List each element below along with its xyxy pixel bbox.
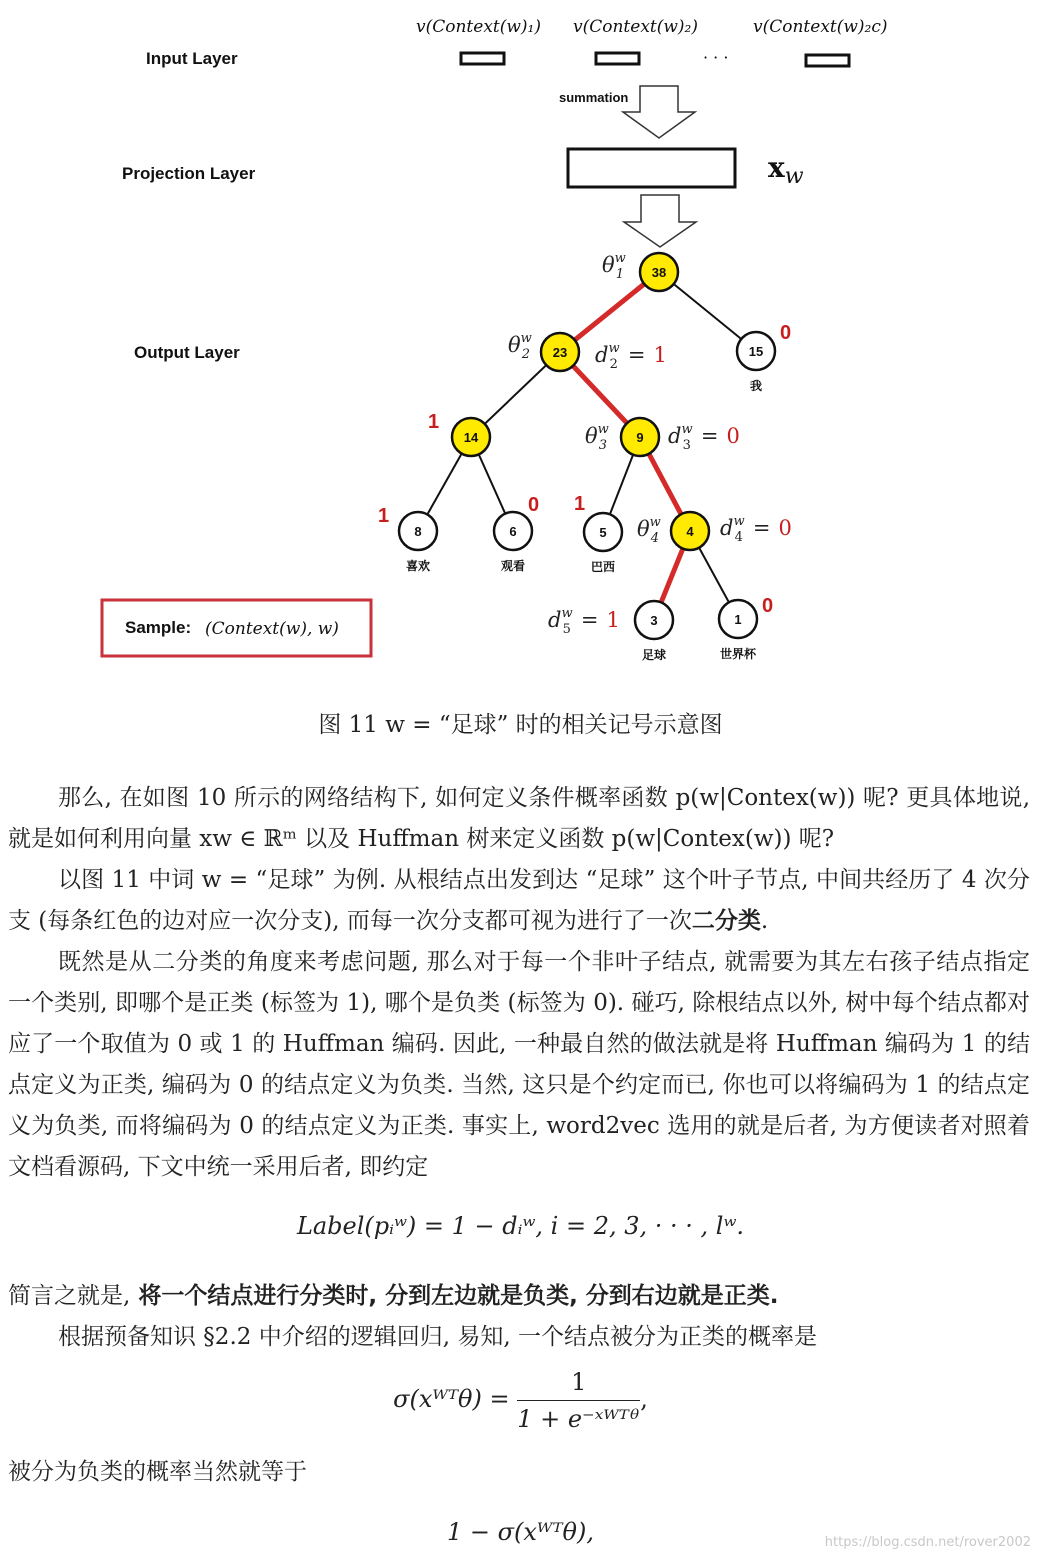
leaf-word-label: 我: [749, 379, 763, 393]
paragraph-4: [8, 1276, 1030, 1317]
paragraph-2-end: .: [760, 908, 769, 934]
summation-arrow: [623, 86, 695, 138]
ellipsis: · · ·: [703, 48, 729, 67]
tree-node-value: 23: [552, 345, 568, 360]
input-vector-box-3: [806, 55, 849, 66]
code-label-1: 0: [762, 595, 774, 617]
leaf-word-label: 观看: [500, 559, 526, 573]
equation-label: Label(pᵢʷ) = 1 − dᵢʷ, i = 2, 3, · · · , lʷ.: [296, 1212, 745, 1240]
theta-2: $\theta^w$ 2: [508, 331, 532, 362]
input-vector-box-2: [596, 53, 639, 64]
code-label-6: 0: [528, 494, 540, 516]
sample-label: Sample:: [125, 618, 192, 637]
projection-arrow: [624, 195, 696, 247]
paragraph-3: 既然是从二分类的角度来考虑问题, 那么对于每一个非叶子结点, 就需要为其左右孩子结点指定一个类别, 即哪个是正类 (标签为 1), 哪个是负类 (标签为 0). 碰巧, 除根结点以外, 树中每个结点都对应了一个取值为 0 或 1 的 Huffman 编码. 因此, 一种最自然的做法就是将 Huffman 编码为 1 的结点定义为正类, 编码为 0 的结点定义为负类. 当然, 这只是个约定而已, 你也可以将编码为 1 的结点定义为负类, 而将编码为 0 的结点定义为正类. 事实上, word2vec 选用的就是后者, 为方便读者对照着文档看源码, 下文中统一采用后者, 即约定: [8, 949, 1030, 1180]
paragraph-2-text: 以图 11 中词 w = “足球” 为例. 从根结点出发到达 “足球” 这个叶子节点, 中间共经历了 4 次分支 (每条红色的边对应一次分支), 而每一次分支都可视为进行了一次: [8, 867, 1030, 934]
tree-node-value: 6: [509, 524, 517, 539]
input-vector-box-1: [461, 53, 504, 64]
projection-box: [568, 149, 735, 187]
tree-node-value: 1: [734, 612, 742, 627]
context-label-3: v(Context(w)₂c): [753, 17, 888, 37]
code-label-15: 0: [780, 322, 792, 344]
leaf-word-label: 足球: [641, 648, 667, 662]
tree-node-value: 4: [686, 524, 694, 539]
d2-label: $d^w$ 2 = 1: [595, 341, 667, 372]
figure-caption: 图 11 w = “足球” 时的相关记号示意图: [318, 712, 723, 738]
paragraph-2: [8, 860, 1030, 942]
theta-4: $\theta^w$ 4: [637, 515, 661, 546]
tree-node-value: 14: [463, 430, 479, 445]
huffman-tree-figure: [0, 0, 1041, 690]
theta-1: $\theta^w$ 1: [602, 251, 626, 282]
sigmoid-lhs: σ(xᵂᵀθ) =: [393, 1385, 510, 1413]
tree-node-value: 5: [599, 525, 607, 540]
sigmoid-fraction: [517, 1368, 640, 1433]
input-layer-label: Input Layer: [146, 49, 238, 68]
code-label-5: 1: [574, 493, 586, 515]
paragraph-2-bold: 二分类: [691, 908, 761, 934]
tree-node-value: 38: [651, 265, 667, 280]
context-label-2: v(Context(w)₂): [573, 17, 699, 37]
d5-label: $d^w$ 5 = 1: [548, 606, 620, 637]
tree-node-value: 8: [414, 524, 422, 539]
projection-layer-label: Projection Layer: [122, 164, 256, 183]
paragraph-5: 根据预备知识 §2.2 中介绍的逻辑回归, 易知, 一个结点被分为正类的概率是: [58, 1324, 817, 1350]
theta-3: $\theta^w$ 3: [585, 422, 609, 453]
tree-node-value: 9: [636, 430, 644, 445]
sigmoid-denominator: 1 + e⁻ˣᵂᵀᶿ: [517, 1405, 641, 1433]
context-label-1: v(Context(w)₁): [416, 17, 542, 37]
watermark-url: https://blog.csdn.net/rover2002: [824, 1535, 1031, 1550]
d3-label: $d^w$ 3 = 0: [668, 422, 740, 453]
output-layer-label: Output Layer: [134, 343, 240, 362]
equation-sigmoid: [0, 1368, 1041, 1433]
code-label-8: 1: [378, 505, 390, 527]
summation-label: summation: [559, 90, 629, 105]
sigmoid-tail: ,: [640, 1385, 648, 1413]
xw-label: $x_w$: [768, 151, 804, 189]
leaf-word-label: 巴西: [590, 560, 616, 574]
sigmoid-numerator: 1: [517, 1368, 640, 1401]
sample-value: (Context(w), w): [205, 619, 339, 639]
paragraph-4-bold: 将一个结点进行分类时, 分到左边就是负类, 分到右边就是正类.: [130, 1283, 779, 1309]
paragraph-1: 那么, 在如图 10 所示的网络结构下, 如何定义条件概率函数 p(w|Contex(w)) 呢? 更具体地说, 就是如何利用向量 xw ∈ ℝᵐ 以及 Huffman 树来定义函数 p(w|Contex(w)) 呢?: [8, 785, 1030, 852]
paragraph-4-text: 简言之就是,: [8, 1283, 131, 1309]
paragraph-6: 被分为负类的概率当然就等于: [8, 1459, 307, 1485]
tree-node-value: 3: [650, 613, 658, 628]
code-label-14: 1: [428, 411, 440, 433]
d4-label: $d^w$ 4 = 0: [720, 514, 792, 545]
tree-node-value: 15: [748, 344, 764, 359]
equation-negative: 1 − σ(xᵂᵀθ),: [447, 1518, 594, 1546]
leaf-word-label: 世界杯: [719, 647, 757, 661]
leaf-word-label: 喜欢: [405, 559, 431, 573]
